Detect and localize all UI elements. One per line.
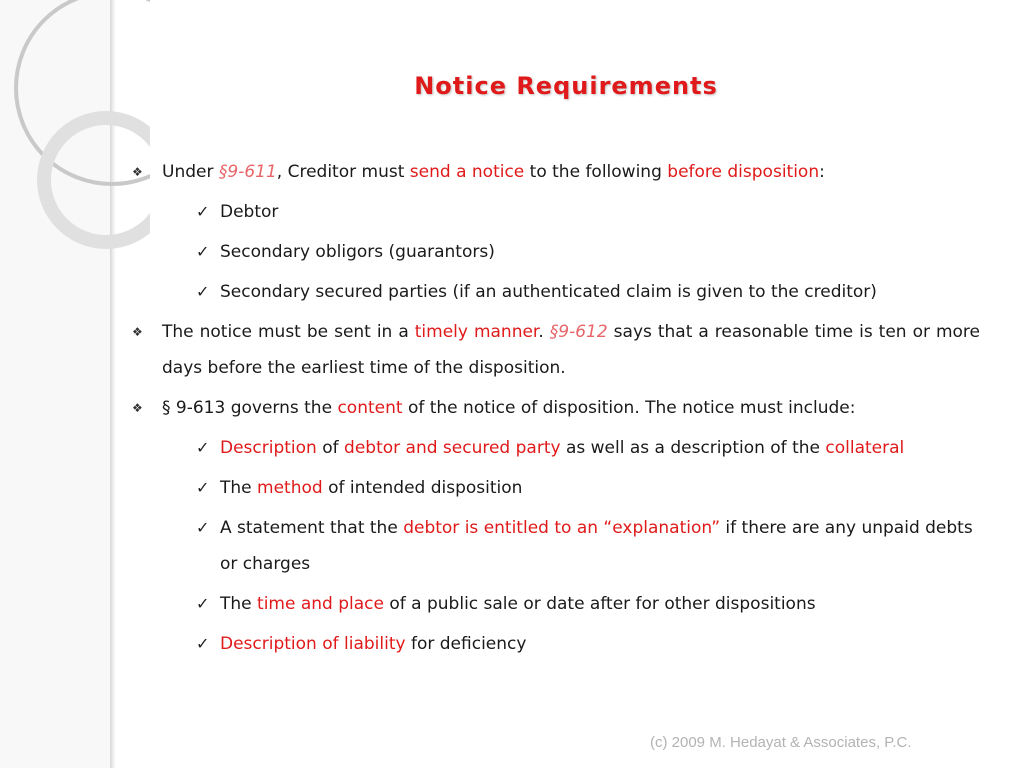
diamond-bullet-icon: ❖ [132, 401, 143, 415]
highlight: collateral [825, 438, 905, 458]
highlight: Description of liability [220, 634, 406, 654]
outer-ring [16, 0, 150, 184]
slide-title: Notice Requirements [414, 72, 718, 100]
text: Secondary obligors (guarantors) [220, 242, 495, 262]
checkmark-icon: ✓ [196, 242, 210, 261]
text: of a public sale or date after for other dispositions [383, 594, 816, 614]
text: Debtor [220, 202, 279, 222]
text: to the following [524, 162, 668, 182]
checkmark-icon: ✓ [196, 634, 210, 653]
sub-bullet-explanation [132, 510, 980, 582]
text: § 9-613 governs the [162, 398, 338, 418]
sub-bullet-liability [132, 626, 980, 662]
text: The [220, 478, 258, 498]
decorative-rings [0, 0, 150, 260]
sub-bullet-debtor [132, 194, 980, 230]
text: Under [162, 162, 219, 182]
checkmark-icon: ✓ [196, 202, 210, 221]
highlight: timely manner [414, 322, 539, 342]
bullet-notice-content [132, 390, 980, 426]
sub-bullet-secondary-secured-parties [132, 274, 980, 310]
text: of [316, 438, 345, 458]
bullet-notice-recipients [132, 154, 980, 190]
text: says that a reasonable time is ten or more days before the earliest time of the disposition. [162, 322, 981, 378]
text: Secondary secured parties (if an authenticated claim is given to the creditor) [220, 282, 877, 302]
copyright-footer: (c) 2009 M. Hedayat & Associates, P.C. [650, 734, 912, 751]
checkmark-icon: ✓ [196, 518, 210, 537]
checkmark-icon: ✓ [196, 594, 210, 613]
diamond-bullet-icon: ❖ [132, 165, 143, 179]
sub-bullet-method [132, 470, 980, 506]
text: The [220, 594, 258, 614]
diamond-bullet-icon: ❖ [132, 325, 143, 339]
highlight: method [257, 478, 323, 498]
highlight: send a notice [409, 162, 525, 182]
text: of intended disposition [322, 478, 523, 498]
statute-reference: §9-612 [549, 322, 608, 342]
checkmark-icon: ✓ [196, 438, 210, 457]
text: : [819, 162, 825, 182]
checkmark-icon: ✓ [196, 282, 210, 301]
bullet-timely-manner [132, 314, 980, 386]
sub-bullet-time-and-place [132, 586, 980, 622]
text: as well as a description of the [560, 438, 826, 458]
text: for deficiency [405, 634, 527, 654]
checkmark-icon: ✓ [196, 478, 210, 497]
highlight: debtor is entitled to an “explanation” [403, 518, 721, 538]
highlight: before disposition [667, 162, 820, 182]
highlight: content [337, 398, 403, 418]
highlight: debtor and secured party [344, 438, 561, 458]
highlight: Description [220, 438, 317, 458]
statute-reference: §9-611 [218, 162, 277, 182]
text: if there are any unpaid debts or charges [220, 518, 973, 574]
text: A statement that the [220, 518, 404, 538]
highlight: time and place [257, 594, 384, 614]
text: . [538, 322, 550, 342]
slide-content [132, 154, 980, 666]
text: , Creditor must [276, 162, 410, 182]
text: The notice must be sent in a [162, 322, 415, 342]
text: of the notice of disposition. The notice must include: [402, 398, 856, 418]
sub-bullet-secondary-obligors [132, 234, 980, 270]
sub-bullet-description [132, 430, 980, 466]
